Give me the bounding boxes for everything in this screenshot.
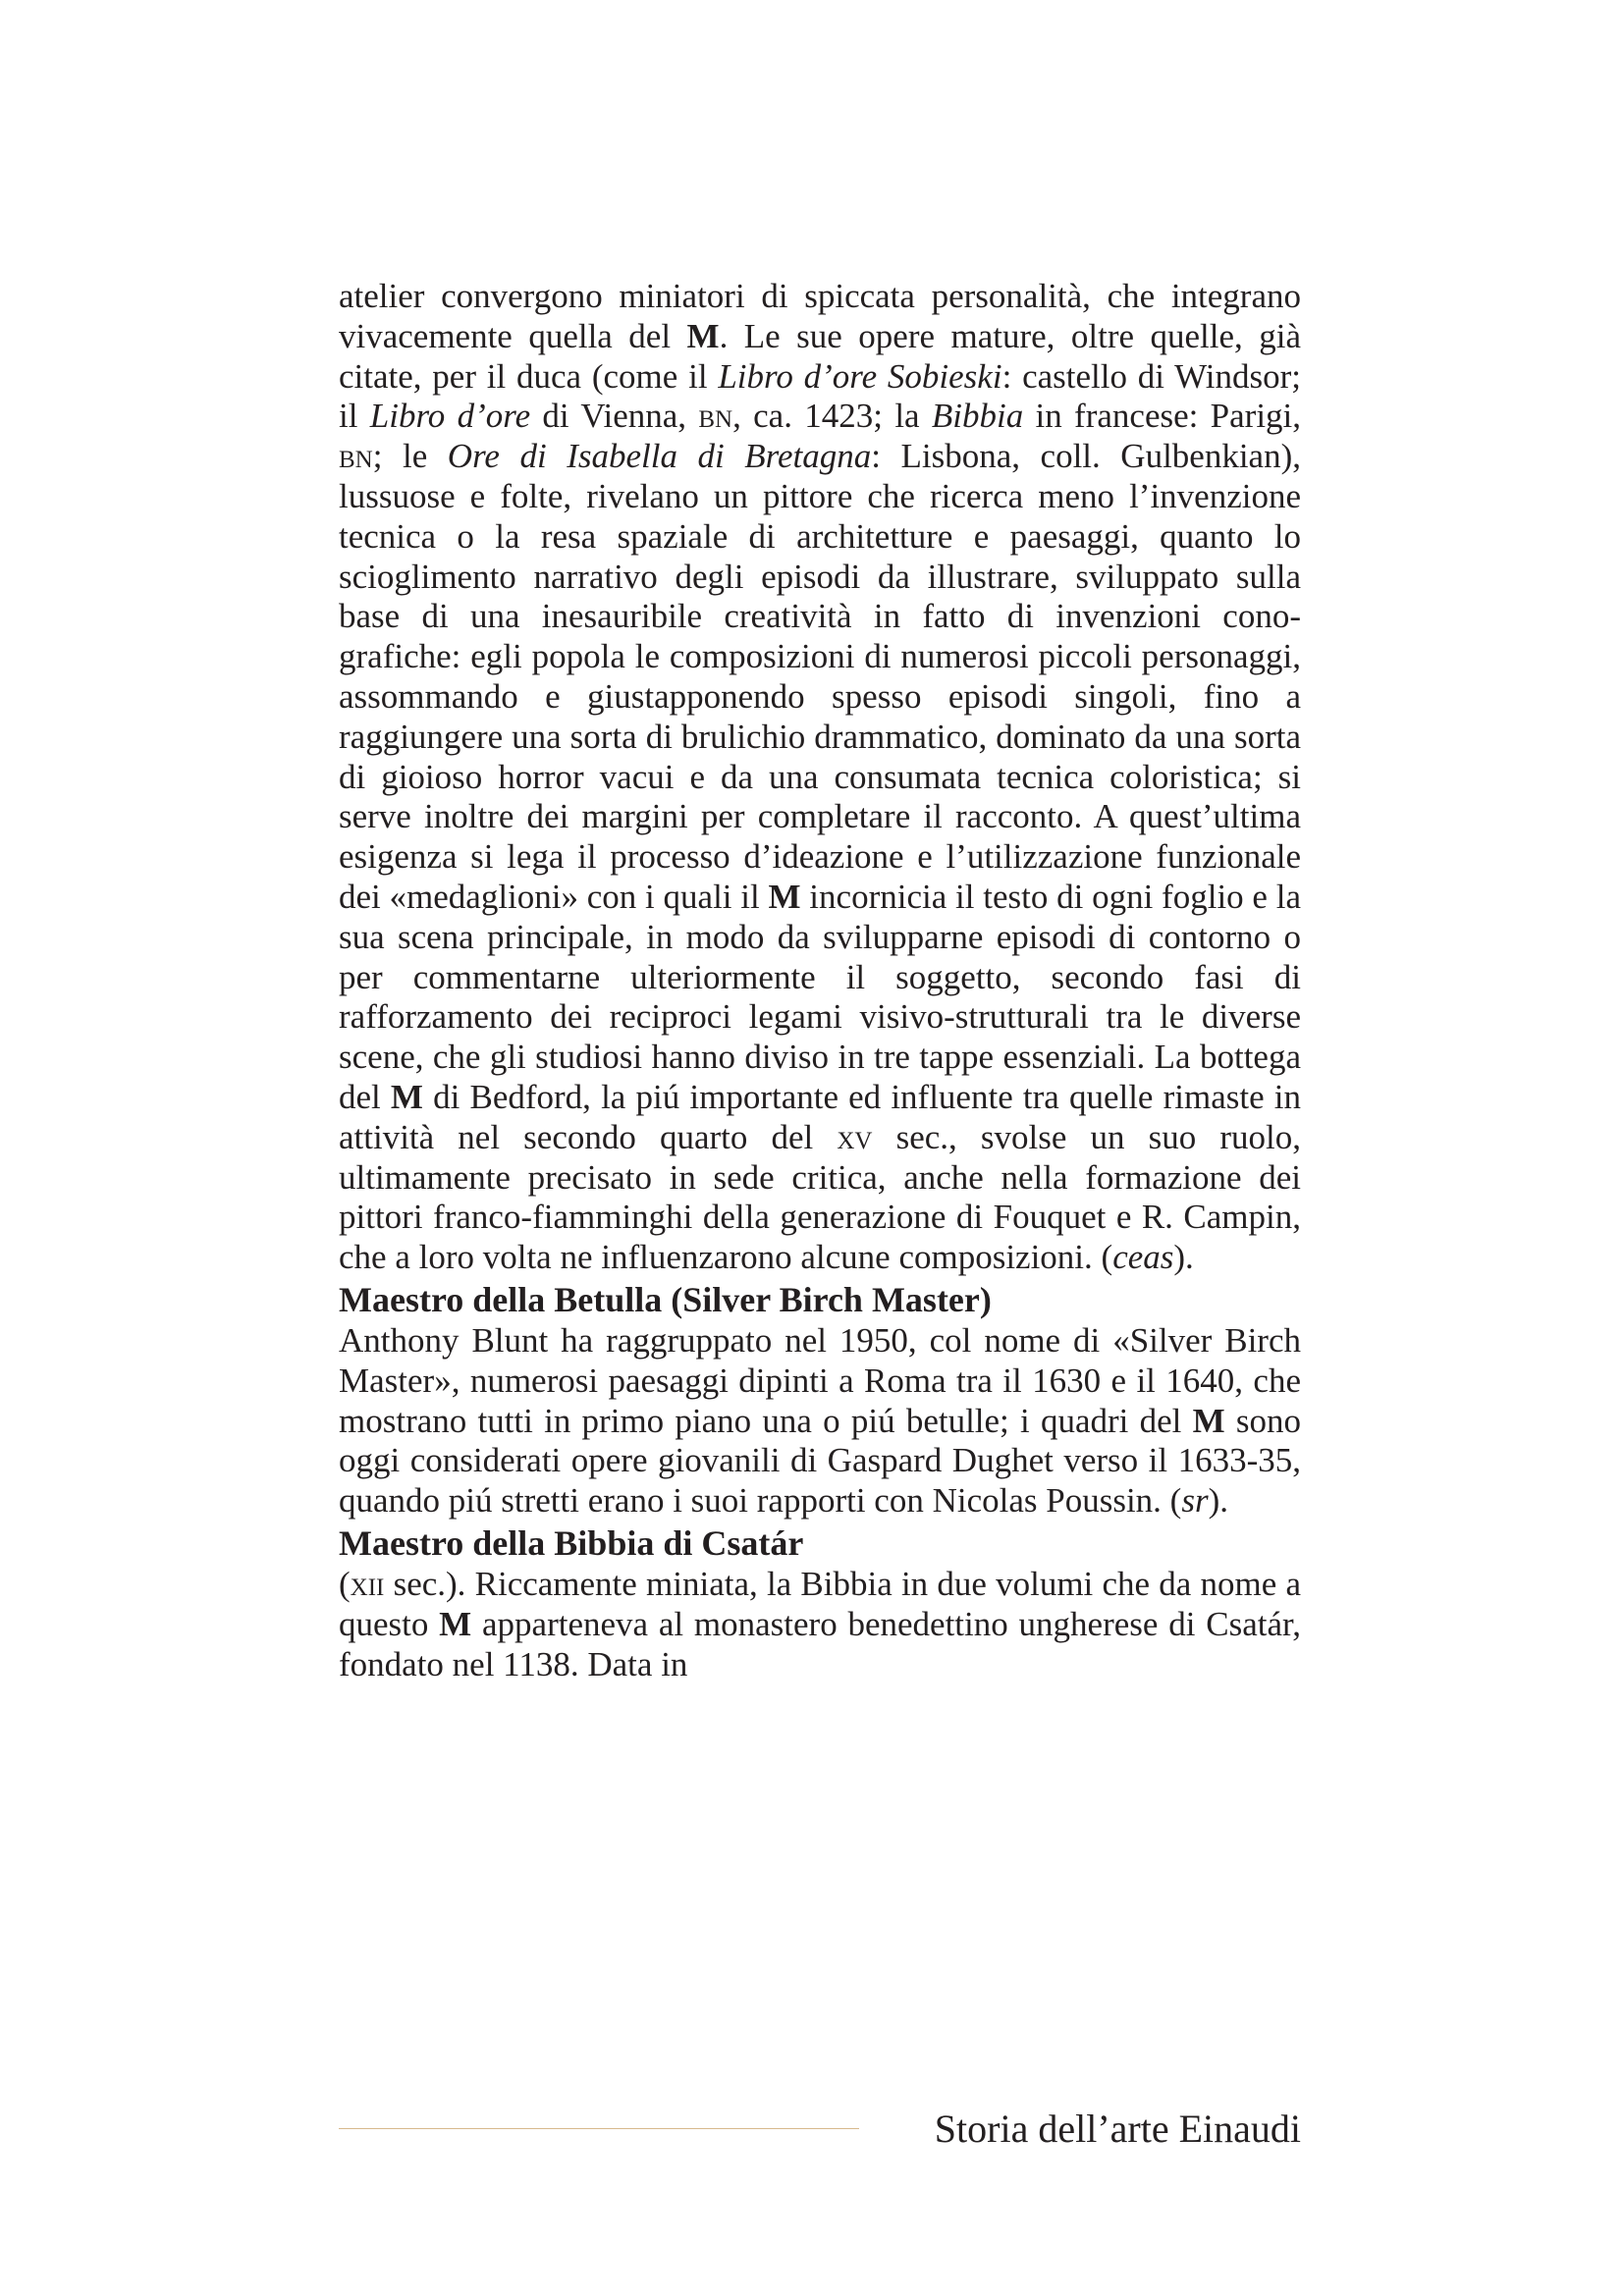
- text-run: ).: [1173, 1238, 1194, 1277]
- work-title: Ore di Isabella di Bretagna: [447, 437, 872, 476]
- text-run: di Vienna,: [530, 397, 699, 436]
- master-abbrev: M: [439, 1604, 472, 1643]
- text-run: incornicia il testo di ogni foglio e la sua scena principale, in modo da svilupparne episodi di contorno o per commentarne ulteriormente il soggetto, secondo fasi di rafforzamento dei reciproci legami visivo-strutturali tra le diverse scene, che gli studiosi hanno diviso in tre tappe essenziali. La bottega del: [339, 877, 1301, 1116]
- century-numeral: xii: [350, 1564, 385, 1603]
- entry-body-csatar: [339, 1565, 1301, 1684]
- entry-heading-csatar: Maestro della Bibbia di Csatár: [339, 1522, 804, 1563]
- master-abbrev: M: [390, 1077, 423, 1116]
- library-abbrev: bn: [698, 397, 733, 436]
- text-run: Anthony Blunt ha raggruppato nel 1950, col nome di «Silver Birch Master», numerosi paesaggi dipinti a Roma tra il 1630 e il 1640, che mostrano tutti in primo piano una o piú betulle; i quadri del: [339, 1320, 1301, 1440]
- footer-publisher: Storia dell’arte Einaudi: [934, 2107, 1301, 2151]
- text-run: : Lisbona, coll. Gulbenkian), lussuose e folte, rivelano un pittore che ricerca meno l’invenzione tecnica o la resa spaziale di architetture e paesaggi, quanto lo scioglimento narrativo degli episodi da illustrare, sviluppato sulla base di una inesauribile creatività in fatto di invenzioni cono-grafiche: egli popola le composizioni di numerosi piccoli personaggi, assommando e giustapponendo spesso episodi singoli, fino a raggiungere una sorta di brulichio drammatico, dominato da una sorta di gioioso horror vacui e da una consumata tecnica coloristica; si serve inoltre dei margini per completare il racconto. A quest’ultima esigenza si lega il processo d’ideazione e l’utilizzazione funzionale dei «medaglioni» con i quali il: [339, 437, 1301, 916]
- text-run: atelier convergono miniatori di spiccata personalità, che integrano vivacemente quella del: [339, 277, 1301, 355]
- footer-rule: [339, 2128, 859, 2129]
- century-numeral: xv: [837, 1117, 873, 1156]
- text-run: apparteneva al monastero benedettino ungherese di Csatár, fondato nel 1138. Data in: [339, 1604, 1301, 1683]
- work-title: Bibbia: [931, 397, 1024, 436]
- master-abbrev: M: [768, 877, 801, 916]
- page-text: [339, 277, 1301, 1684]
- entry-heading-betulla: Maestro della Betulla (Silver Birch Master): [339, 1279, 992, 1319]
- text-run: in francese: Parigi,: [1023, 397, 1302, 436]
- work-title: Libro d’ore: [369, 397, 531, 436]
- text-run: di Bedford, la piú importante ed influente tra quelle rimaste in attività nel secondo quarto del: [339, 1077, 1302, 1156]
- author-initials: ceas: [1112, 1238, 1174, 1277]
- text-run: sono oggi considerati opere giovanili di Gaspard Dughet verso il 1633-35, quando piú stretti erano i suoi rapporti con Nicolas Poussin. (: [339, 1401, 1301, 1521]
- author-initials: sr: [1181, 1481, 1209, 1521]
- work-title: Libro d’ore Sobieski: [718, 356, 1002, 396]
- entry-body-betulla: [339, 1321, 1301, 1522]
- master-abbrev: M: [686, 316, 720, 355]
- intro-paragraph: [339, 277, 1301, 1278]
- text-run: (: [339, 1564, 351, 1603]
- master-abbrev: M: [1192, 1401, 1225, 1440]
- text-run: sec.). Riccamente miniata, la Bibbia in due volumi che da nome a questo: [339, 1564, 1301, 1643]
- text-run: ; le: [372, 437, 448, 476]
- text-run: . Le sue opere mature, oltre quelle, già citate, per il duca (come il: [339, 316, 1301, 396]
- text-run: : castello di Windsor; il: [339, 356, 1301, 436]
- text-run: , ca. 1423; la: [732, 397, 932, 436]
- text-run: sec., svolse un suo ruolo, ultimamente precisato in sede critica, anche nella formazione dei pittori franco-fiamminghi della generazione di Fouquet e R. Campin, che a loro volta ne influenzarono alcune composizioni. (: [339, 1117, 1301, 1277]
- library-abbrev: bn: [339, 437, 373, 476]
- text-run: ).: [1208, 1481, 1228, 1521]
